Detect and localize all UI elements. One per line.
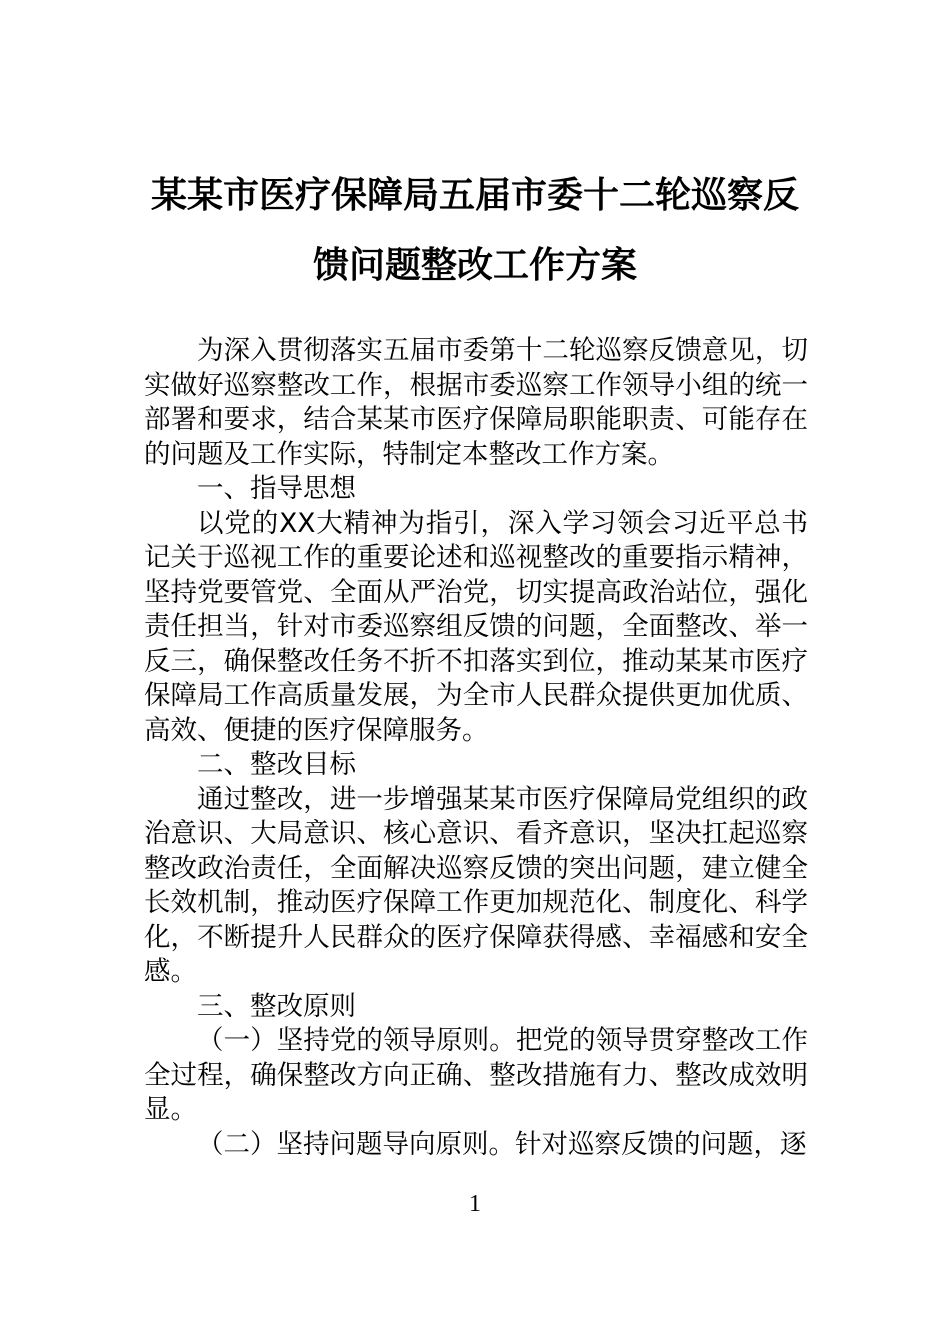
section-heading-rectification-goals: 二、整改目标 (197, 749, 356, 780)
page-number: 1 (469, 1191, 481, 1217)
document-body (144, 334, 808, 1162)
section-heading-rectification-principles: 三、整改原则 (197, 990, 356, 1022)
rectification-goals-paragraph: 通过整改，进一步增强某某市医疗保障局党组织的政治意识、大局意识、核心意识、看齐意识，坚决扛起巡察整改政治责任，全面解决巡察反馈的突出问题，建立健全长效机制，推动医疗保障工作更加规范化、制度化、科学化，不断提升人民群众的医疗保障获得感、幸福感和安全感。 (144, 783, 808, 987)
document-title-line-1: 某某市医疗保障局五届市委十二轮巡察反 (150, 175, 799, 216)
guiding-thought-paragraph: 以党的XX大精神为指引，深入学习领会习近平总书记关于巡视工作的重要论述和巡视整改的重要指示精神，坚持党要管党、全面从严治党，切实提高政治站位，强化责任担当，针对市委巡察组反馈的问题，全面整改、举一反三，确保整改任务不折不扣落实到位，推动某某市医疗保障局工作高质量发展，为全市人民群众提供更加优质、高效、便捷的医疗保障服务。 (144, 507, 808, 746)
principle-problem-oriented-paragraph: （二）坚持问题导向原则。针对巡察反馈的问题，逐 (197, 1128, 807, 1160)
document-title-line-2: 馈问题整改工作方案 (312, 245, 637, 286)
intro-paragraph: 为深入贯彻落实五届市委第十二轮巡察反馈意见，切实做好巡察整改工作，根据市委巡察工作领导小组的统一部署和要求，结合某某市医疗保障局职能职责、可能存在的问题及工作实际，特制定本整改工作方案。 (144, 335, 808, 470)
principle-party-leadership-paragraph: （一）坚持党的领导原则。把党的领导贯穿整改工作全过程，确保整改方向正确、整改措施有力、整改成效明显。 (144, 1025, 808, 1125)
section-heading-guiding-thought: 一、指导思想 (197, 473, 356, 504)
